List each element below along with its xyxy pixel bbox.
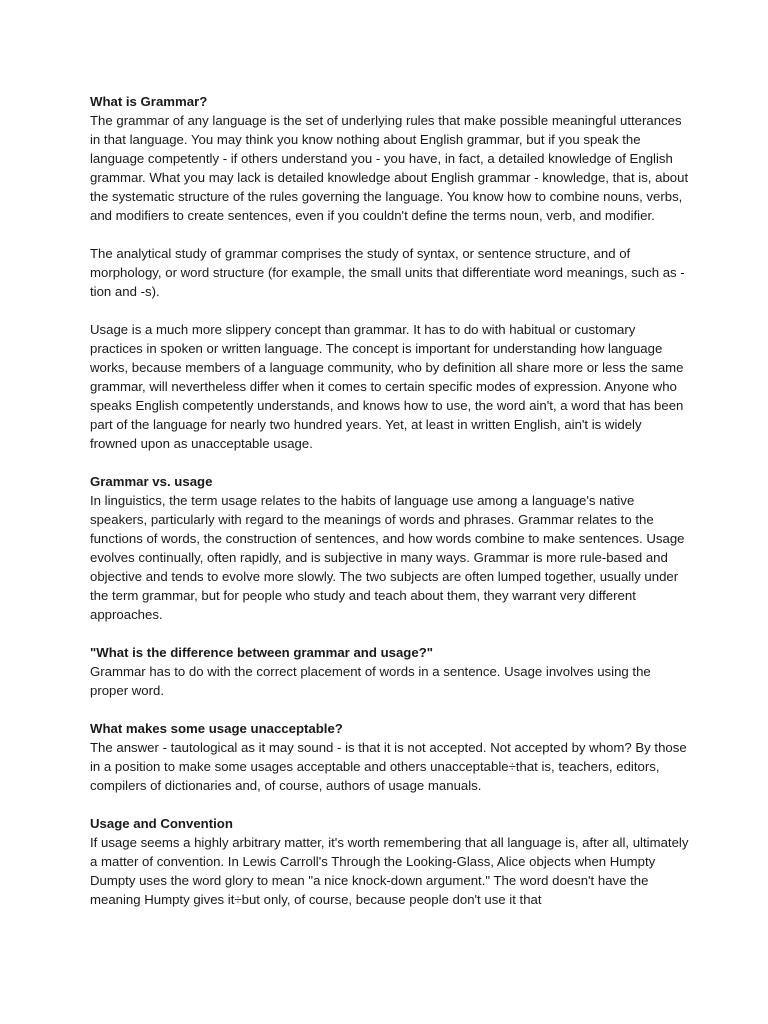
section-what-is-grammar — [90, 92, 690, 453]
section-heading: What makes some usage unacceptable? — [90, 721, 343, 736]
paragraph: The answer - tautological as it may sound - is that it is not accepted. Not accepted by whom? By those in a position to make some usages acceptable and others unacceptable÷that is, teachers, editors, compilers of dictionaries and, of course, authors of usage manuals. — [90, 740, 687, 793]
section-unacceptable-usage — [90, 719, 690, 795]
section-grammar-vs-usage — [90, 472, 690, 624]
section-heading: Grammar vs. usage — [90, 474, 213, 489]
paragraph: If usage seems a highly arbitrary matter, it's worth remembering that all language is, after all, ultimately a matter of convention. In Lewis Carroll's Through the Looking-Glass, Alice objects when Humpty Dumpty uses the word glory to mean "a nice knock-down argument." The word doesn't have the meaning Humpty gives it÷but only, of course, because people don't use it that — [90, 835, 689, 907]
section-difference-question — [90, 643, 690, 700]
paragraph: The analytical study of grammar comprises the study of syntax, or sentence structure, and of morphology, or word structure (for example, the small units that differentiate word meanings, such as -tion and -s). — [90, 246, 685, 299]
section-heading: Usage and Convention — [90, 816, 233, 831]
document-page — [90, 92, 690, 909]
paragraph: Grammar has to do with the correct placement of words in a sentence. Usage involves using the proper word. — [90, 664, 651, 698]
paragraph: The grammar of any language is the set of underlying rules that make possible meaningful utterances in that language. You may think you know nothing about English grammar, but if you speak the language competently - if others understand you - you have, in fact, a detailed knowledge of English grammar. What you may lack is detailed knowledge about English grammar - knowledge, that is, about the systematic structure of the rules governing the language. You know how to combine nouns, verbs, and modifiers to create sentences, even if you couldn't define the terms noun, verb, and modifier. — [90, 113, 689, 223]
section-heading: "What is the difference between grammar and usage?" — [90, 645, 434, 660]
section-usage-and-convention — [90, 814, 690, 909]
paragraph: Usage is a much more slippery concept than grammar. It has to do with habitual or customary practices in spoken or written language. The concept is important for understanding how language works, because members of a language community, who by definition all share more or less the same grammar, will nevertheless differ when it comes to certain specific modes of expression. Anyone who speaks English competently understands, and knows how to use, the word ain't, a word that has been part of the language for nearly two hundred years. Yet, at least in written English, ain't is widely frowned upon as unacceptable usage. — [90, 322, 684, 451]
section-heading: What is Grammar? — [90, 94, 208, 109]
paragraph: In linguistics, the term usage relates to the habits of language use among a language's native speakers, particularly with regard to the meanings of words and phrases. Grammar relates to the functions of words, the construction of sentences, and how words combine to make sentences. Usage evolves continually, often rapidly, and is subjective in many ways. Grammar is more rule-based and objective and tends to evolve more slowly. The two subjects are often lumped together, usually under the term grammar, but for people who study and teach about them, they warrant very different approaches. — [90, 493, 685, 622]
